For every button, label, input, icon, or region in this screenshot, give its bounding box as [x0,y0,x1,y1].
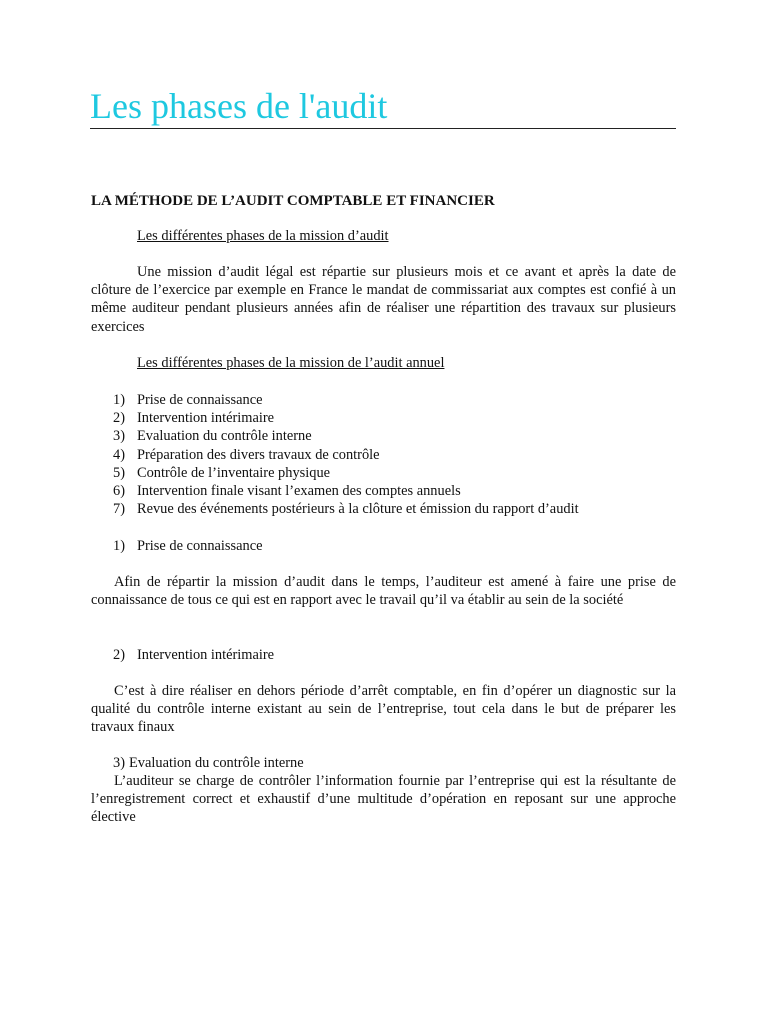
list-item-number: 1) [113,392,125,408]
page-title: Les phases de l'audit [90,86,388,126]
list-item-label: Evaluation du contrôle interne [137,428,312,445]
list-item-number: 7) [113,501,125,518]
phase-3-paragraph: L’auditeur se charge de contrôler l’information fournie par l’entreprise qui est la résultante de l’enregistrement correct et exhaustif d’une multitude d’opération en reposant sur une approche élective [91,773,676,826]
phase-1-heading [113,537,262,555]
list-item-label: Préparation des divers travaux de contrôle [137,446,380,463]
list-item [113,446,579,464]
phase-2-title: Intervention intérimaire [137,647,275,663]
phase-2-heading [113,646,274,664]
list-item [113,464,579,482]
list-item [113,427,579,445]
subheading-annual-audit-phases: Les différentes phases de la mission de l’audit annuel [137,355,445,371]
phase-3-number: 3) [113,755,125,771]
phase-3-title: Evaluation du contrôle interne [129,755,304,771]
list-item-number: 3) [113,428,125,445]
list-item-label: Prise de connaissance [137,392,263,408]
list-item [113,409,579,427]
phase-3-heading [113,754,304,772]
list-item-label: Intervention intérimaire [137,410,275,427]
list-item [113,482,579,500]
list-item [113,391,579,409]
list-item-label: Revue des événements postérieurs à la clôture et émission du rapport d’audit [137,501,579,518]
phase-2-number: 2) [113,647,125,663]
section-heading: LA MÉTHODE DE L’AUDIT COMPTABLE ET FINANCIER [91,193,495,209]
paragraph-mission-intro: Une mission d’audit légal est répartie sur plusieurs mois et ce avant et après la date de clôture de l’exercice par exemple en France le mandat de commissariat aux comptes est confié à un même auditeur pendant plusieurs années afin de réaliser une répartition des travaux sur plusieurs exercices [91,264,676,335]
phase-1-paragraph: Afin de répartir la mission d’audit dans le temps, l’auditeur est amené à faire une prise de connaissance de tous ce qui est en rapport avec le travail qu’il va établir au sein de la société [91,574,676,609]
phase-1-number: 1) [113,538,125,554]
list-item-number: 4) [113,446,125,463]
list-item [113,500,579,518]
phase-2-paragraph: C’est à dire réaliser en dehors période d’arrêt comptable, en fin d’opérer un diagnostic sur la qualité du contrôle interne existant au sein de l’entreprise, tout cela dans le but de préparer les travaux finaux [91,683,676,736]
list-item-number: 2) [113,410,125,427]
list-item-label: Contrôle de l’inventaire physique [137,464,331,481]
list-item-label: Intervention finale visant l’examen des comptes annuels [137,483,461,500]
subheading-mission-phases: Les différentes phases de la mission d’audit [137,228,389,244]
list-item-number: 6) [113,483,125,500]
title-underline [90,128,676,129]
phases-list [113,391,579,518]
phase-1-title: Prise de connaissance [137,538,263,554]
list-item-number: 5) [113,464,125,481]
